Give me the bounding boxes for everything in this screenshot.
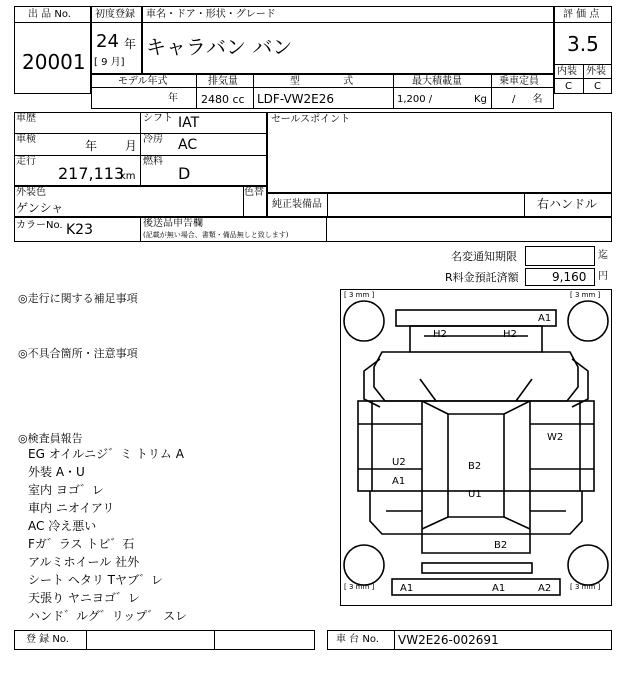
model-year-label: モデル年式 — [118, 76, 168, 87]
color-no-value: K23 — [66, 222, 93, 238]
damage-mark: W2 — [547, 432, 564, 443]
ac-value: AC — [178, 137, 198, 153]
equipment-label: 純正装備品 — [272, 199, 322, 210]
recycle-value: 9,160 — [552, 270, 587, 284]
capacity-label: 乗車定員 — [499, 76, 539, 87]
damage-mark: A1 — [492, 583, 506, 594]
name-change-label: 名変通知期限 — [451, 250, 517, 263]
tire-depth-br: [ 3 mm ] — [570, 583, 601, 591]
max-load-unit: Kg — [474, 94, 487, 105]
interior-label: 内装 — [557, 66, 577, 77]
damage-mark: U2 — [392, 457, 406, 468]
score-label: 評 価 点 — [563, 9, 600, 20]
damage-mark: A1 — [400, 583, 414, 594]
exterior-label: 外装 — [586, 66, 606, 77]
inspection-unit: 年 月 — [85, 139, 137, 153]
color-no-label: カラーNo. — [16, 220, 63, 231]
mileage-unit: km — [120, 171, 136, 182]
car-name: キャラバン バン — [146, 35, 293, 59]
tire-depth-tr: [ 3 mm ] — [570, 291, 601, 299]
vehicle-outline — [340, 289, 612, 606]
damage-mark: U1 — [468, 489, 482, 500]
mileage-value: 217,113 — [58, 164, 125, 183]
report-line: Fガ゛ラス トビ゛石 — [28, 537, 135, 551]
registration-label: 初度登録 — [95, 9, 135, 20]
report-line: 室内 ヨゴ゛レ — [28, 483, 104, 497]
docs-label: 後送品申告欄 — [143, 218, 203, 229]
chassis-value: VW2E26-002691 — [398, 633, 499, 647]
capacity-value: / 名 — [512, 94, 543, 105]
report-line: 外装 A・U — [28, 465, 85, 479]
damage-mark: H2 — [503, 329, 517, 340]
docs-right-box — [327, 217, 612, 242]
color-change-label: 色替 — [244, 187, 264, 198]
car-name-label: 車名・ドア・形状・グレード — [146, 9, 276, 20]
report-line: シート ヘタリ Tヤブ゛レ — [28, 573, 163, 587]
registration-year-unit: 年 — [124, 37, 137, 51]
interior-grade: C — [565, 81, 572, 92]
ac-label: 冷房 — [143, 134, 163, 145]
inspection-label: 車検 — [16, 134, 36, 145]
chassis-label: 車 台 No. — [336, 634, 379, 645]
report-line: 車内 ニオイアリ — [28, 501, 115, 515]
registration-month: [ 9 月] — [94, 57, 125, 68]
name-change-field — [525, 246, 595, 266]
damage-mark: A1 — [392, 476, 406, 487]
tire-depth-bl: [ 3 mm ] — [344, 583, 375, 591]
docs-note: (記載が無い場合、書類・備品無しと致します) — [143, 231, 289, 239]
report-line: EG オイルニジ゛ミ トリム A — [28, 447, 184, 461]
report-line: ハンド゛ルグ゛リップ゛ スレ — [28, 609, 188, 623]
report-line: AC 冷え悪い — [28, 519, 97, 533]
fuel-label: 燃料 — [143, 156, 163, 167]
tire-depth-tl: [ 3 mm ] — [344, 291, 375, 299]
exterior-grade: C — [594, 81, 601, 92]
displacement-value: 2480 cc — [201, 93, 245, 106]
damage-mark: A2 — [538, 583, 552, 594]
score-value: 3.5 — [567, 32, 599, 56]
history-label: 車歴 — [16, 113, 36, 124]
lot-label: 出 品 No. — [28, 9, 71, 20]
max-load-label: 最大積載量 — [412, 76, 462, 87]
damage-mark: A1 — [538, 313, 552, 324]
sales-point-label: セールスポイント — [271, 114, 351, 125]
registration-year: 24 — [96, 31, 119, 52]
defects-label: ◎不具合箇所・注意事項 — [18, 347, 138, 360]
fuel-value: D — [178, 164, 191, 183]
color-value: ゲンシャ — [16, 201, 64, 215]
model-type-label: 型 式 — [290, 76, 354, 87]
displacement-label: 排気量 — [208, 76, 238, 87]
mileage-label: 走行 — [16, 156, 36, 167]
driving-notes-label: ◎走行に関する補足事項 — [18, 292, 138, 305]
max-load-value: 1,200 / — [397, 94, 433, 105]
handle-value: 右ハンドル — [537, 197, 598, 211]
name-change-unit: 迄 — [598, 250, 608, 261]
report-line: 天張り ヤニヨゴ゛レ — [28, 591, 140, 605]
color-label: 外装色 — [16, 187, 46, 198]
model-type-value: LDF-VW2E26 — [257, 92, 335, 106]
damage-mark: H2 — [433, 329, 447, 340]
recycle-unit: 円 — [598, 271, 608, 282]
recycle-label: R料金預託済額 — [445, 271, 519, 284]
shift-label: シフト — [143, 113, 173, 124]
report-line: アルミホイール 社外 — [28, 555, 140, 569]
shift-value: IAT — [178, 115, 200, 131]
inspector-report-label: ◎検査員報告 — [18, 432, 83, 445]
damage-mark: B2 — [468, 461, 482, 472]
model-year-unit: 年 — [168, 93, 178, 104]
damage-mark: B2 — [494, 540, 508, 551]
reg-no-label: 登 録 No. — [26, 634, 69, 645]
lot-number: 20001 — [22, 50, 86, 74]
